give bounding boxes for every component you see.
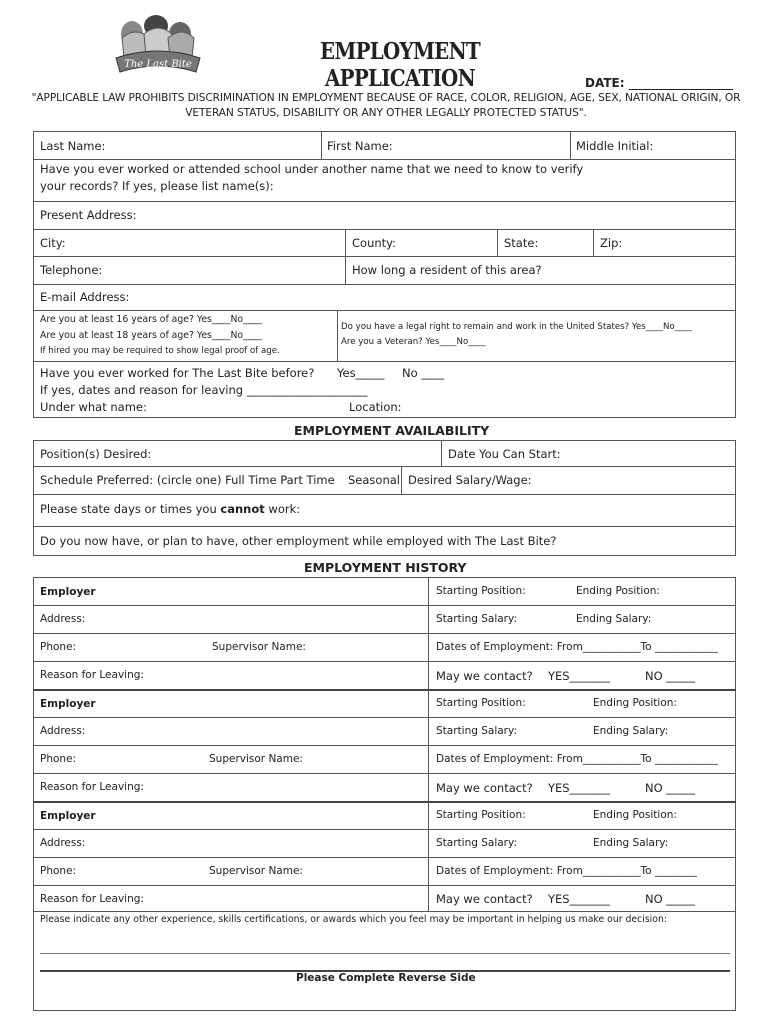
state-field[interactable]: State: (504, 236, 539, 250)
employer-2-address[interactable]: Address: (40, 725, 86, 737)
employer-1-start-position[interactable]: Starting Position: (436, 585, 526, 597)
residency-field[interactable]: How long a resident of this area? (352, 263, 542, 277)
schedule-preferred-field[interactable]: Schedule Preferred: (circle one) Full Time Part Time (40, 473, 335, 487)
city-field[interactable]: City: (40, 236, 66, 250)
other-experience-line-1[interactable] (40, 953, 730, 954)
employer-2-dates[interactable]: Dates of Employment: From___________To ____________ (436, 753, 718, 765)
employer-1-end-salary[interactable]: Ending Salary: (576, 613, 652, 625)
schedule-seasonal-option[interactable]: Seasonal (348, 473, 400, 487)
employer-2-start-position[interactable]: Starting Position: (436, 697, 526, 709)
other-experience-prompt: Please indicate any other experience, skills certifications, or awards which you feel may be important in helping us make our decision: (40, 914, 667, 925)
date-field[interactable] (585, 76, 733, 90)
employer-3-end-salary[interactable]: Ending Salary: (593, 837, 669, 849)
employer-2-contact: May we contact? (436, 781, 533, 795)
employer-2-phone[interactable]: Phone: (40, 753, 77, 765)
other-name-question: Have you ever worked or attended school under another name that we need to know to verify (40, 162, 584, 176)
history-heading: EMPLOYMENT HISTORY (304, 560, 467, 575)
positions-desired-field[interactable]: Position(s) Desired: (40, 447, 152, 461)
veteran-question[interactable]: Are you a Veteran? Yes____No____ (341, 337, 486, 347)
employer-1-phone[interactable]: Phone: (40, 641, 77, 653)
location-field[interactable]: Location: (349, 400, 402, 414)
employer-3-end-position[interactable]: Ending Position: (593, 809, 677, 821)
employer-1-contact-yes[interactable]: YES_______ (548, 669, 610, 683)
logo-text: The Last Bite (124, 59, 192, 70)
worked-before-yes[interactable]: Yes_____ (337, 366, 385, 380)
employer-2-end-position[interactable]: Ending Position: (593, 697, 677, 709)
employer-3-contact-yes[interactable]: YES_______ (548, 892, 610, 906)
employer-3-start-salary[interactable]: Starting Salary: (436, 837, 517, 849)
dates-reason-field[interactable]: If yes, dates and reason for leaving _____________________ (40, 383, 368, 397)
employer-3-phone[interactable]: Phone: (40, 865, 77, 877)
availability-heading: EMPLOYMENT AVAILABILITY (294, 423, 490, 438)
employer-1-end-position[interactable]: Ending Position: (576, 585, 660, 597)
employer-3-start-position[interactable]: Starting Position: (436, 809, 526, 821)
employer-2-start-salary[interactable]: Starting Salary: (436, 725, 517, 737)
employer-3-reason[interactable]: Reason for Leaving: (40, 893, 144, 905)
employer-3-contact-no[interactable]: NO _____ (645, 892, 696, 906)
employer-3-field[interactable]: Employer (40, 810, 96, 822)
employer-2-contact-no[interactable]: NO _____ (645, 781, 696, 795)
zip-field[interactable]: Zip: (600, 236, 623, 250)
other-employment-question[interactable]: Do you now have, or plan to have, other employment while employed with The Last Bite? (40, 534, 557, 548)
last-name-field[interactable]: Last Name: (40, 139, 106, 153)
start-date-field[interactable]: Date You Can Start: (448, 447, 561, 461)
company-logo (112, 14, 204, 80)
employer-2-supervisor[interactable]: Supervisor Name: (209, 753, 303, 765)
desired-salary-field[interactable]: Desired Salary/Wage: (408, 473, 532, 487)
other-name-field[interactable]: your records? If yes, please list name(s): (40, 179, 274, 193)
page-title: EMPLOYMENT APPLICATION (319, 38, 480, 92)
employer-1-address[interactable]: Address: (40, 613, 86, 625)
worked-before-question: Have you ever worked for The Last Bite before? (40, 366, 315, 380)
employer-3-supervisor[interactable]: Supervisor Name: (209, 865, 303, 877)
employer-3-contact: May we contact? (436, 892, 533, 906)
employer-2-field[interactable]: Employer (40, 698, 96, 710)
employer-2-contact-yes[interactable]: YES_______ (548, 781, 610, 795)
employer-1-reason[interactable]: Reason for Leaving: (40, 669, 144, 681)
legal-right-question[interactable]: Do you have a legal right to remain and work in the United States? Yes____No____ (341, 322, 692, 332)
proof-of-age-note: If hired you may be required to show legal proof of age. (40, 346, 280, 356)
employer-2-end-salary[interactable]: Ending Salary: (593, 725, 669, 737)
reverse-side-note: Please Complete Reverse Side (296, 972, 476, 984)
employer-1-contact-no[interactable]: NO _____ (645, 669, 696, 683)
first-name-field[interactable]: First Name: (327, 139, 393, 153)
employer-1-field[interactable]: Employer (40, 586, 96, 598)
telephone-field[interactable]: Telephone: (40, 263, 103, 277)
employer-1-contact: May we contact? (436, 669, 533, 683)
middle-initial-field[interactable]: Middle Initial: (576, 139, 654, 153)
employer-1-start-salary[interactable]: Starting Salary: (436, 613, 517, 625)
present-address-field[interactable]: Present Address: (40, 208, 137, 222)
county-field[interactable]: County: (352, 236, 396, 250)
age-18-question[interactable]: Are you at least 18 years of age? Yes____No____ (40, 330, 262, 341)
employer-3-dates[interactable]: Dates of Employment: From___________To ________ (436, 865, 697, 877)
email-field[interactable]: E-mail Address: (40, 290, 130, 304)
under-name-field[interactable]: Under what name: (40, 400, 147, 414)
employer-2-reason[interactable]: Reason for Leaving: (40, 781, 144, 793)
employer-3-address[interactable]: Address: (40, 837, 86, 849)
date-label: DATE: (585, 76, 625, 90)
cannot-work-field[interactable]: Please state days or times you cannot work: (40, 502, 301, 516)
employer-1-dates[interactable]: Dates of Employment: From___________To ____________ (436, 641, 718, 653)
employer-1-supervisor[interactable]: Supervisor Name: (212, 641, 306, 653)
age-16-question[interactable]: Are you at least 16 years of age? Yes____No____ (40, 314, 262, 325)
discrimination-notice: "APPLICABLE LAW PROHIBITS DISCRIMINATION IN EMPLOYMENT BECAUSE OF RACE, COLOR, RELIGION, AGE, SEX, NATIONAL ORIGIN, OR VETERAN STATUS, DISABILITY OR ANY OTHER LEGALLY PROTECTED STATUS". (31, 92, 741, 119)
worked-before-no[interactable]: No ____ (402, 366, 445, 380)
